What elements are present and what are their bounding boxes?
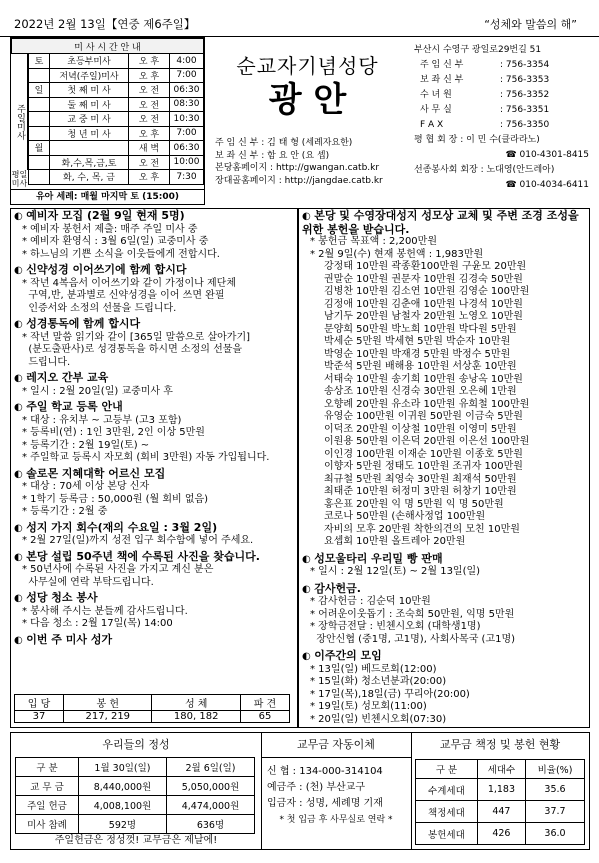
stats-table	[415, 759, 585, 845]
donor-line: 박준석 5만원 배해용 10만원 서상훈 10만원	[324, 361, 517, 372]
bullet-icon: ◐	[14, 211, 27, 222]
auto-holder: 예금주 : (천) 부산교구	[267, 782, 365, 793]
meetings-title: 이주간의 모임	[314, 649, 382, 662]
finance-cell: 4,008,100원	[78, 796, 166, 815]
contact-line	[414, 88, 589, 103]
meeting-line: * 13일(일) 베드로회(12:00)	[310, 663, 437, 675]
hymn-table	[14, 694, 290, 723]
mass-time: 7:30	[170, 170, 204, 185]
mass-name: 저녁(주일)미사	[50, 68, 129, 83]
notice-title-text: 성당 청소 봉사	[26, 591, 98, 604]
stats-header: 세대수	[477, 760, 525, 779]
stats-cell: 426	[477, 823, 525, 845]
mass-period: 오 후	[129, 54, 170, 69]
auto-note: * 첫 입금 후 사무실로 연락 *	[279, 815, 393, 825]
homepage-link[interactable]: http://gwangan.catb.kr	[275, 163, 380, 173]
finance-header: 구 분	[16, 758, 79, 777]
finance-header: 2월 6일(일)	[166, 758, 254, 777]
notice-title-text: 솔로몬 지혜대학 어르신 모집	[26, 466, 166, 480]
hymn-header: 봉 헌	[64, 695, 152, 711]
contact-line	[414, 58, 589, 73]
notice-line: * 봉사해 주시는 분들께 감사드립니다.	[22, 605, 188, 617]
bread-title: 성모울타리 우리밀 빵 판매	[314, 551, 443, 565]
notice-section	[14, 634, 296, 648]
auto-memo: 입금자 : 성명, 세례명 기재	[267, 798, 383, 809]
donation-current: * 2월 9일(수) 현재 봉헌액 : 1,983만원	[310, 248, 484, 260]
notice-section	[14, 264, 296, 315]
mass-name: 화, 수, 목, 금	[50, 170, 129, 185]
finance-title: 우리들의 정성	[102, 738, 170, 751]
right-notices: ◐ 본당 및 수영장대성지 성모상 교체 및 주변 조경 조성을 위한 봉헌을 받습니다. * 봉헌금 목표액 : 2,200만원 * 2월 9일(수) 현재 봉헌액 : 1,983만원 강정태 10만원 곽종환100만원 구윤모 20만원 권말순 10만원 권문자 10만원 김경숙 50만원 김병찬 10만원 김소연 10만원 김영순 100만원 김정애 10만원 김춘애 10만원 나경석 10만원 남기두 20만원 남철자 20만원 노영오 10만원 문양희 50만원 박노희 10만원 박다원 5만원 박세순 5만원 박세현 5만원 박순자 10만원 박영순 10만원 박재경 5만원 박정수 5만원 박준석 5만원 배해용 10만원 서상훈 10만원 서태숙 10만원 송기희 10만원 송낭옥 10만원 송상조 10만원 신경숙 30만원 오은혜 1만원 오향례 20만원 유소라 10만원 유희철 100만원 유영순 100만원 이귀원 50만원 이금숙 5만원 이덕조 20만원 이상철 10만원 이영미 5만원 이원용 50만원 이은덕 20만원 이은선 100만원 이인경 100만원 이재순 10만원 이종호 5만원 이향자 5만원 정태도 10만원 조귀자 100만원 최규철 5만원 최영숙 30만원 최재석 50만원 최태준 10만원 허정미 3만원 허창기 10만원 홍은표 20만원 익 명 5만원 익 명 50만원 코로나 50만원 (손해사정업 100만원 자비의 모후 20만원 착한의견의 모친 10만원 요셉회 10만원 올트레아 20만원 ◐ 성모울타리 우리밀 빵 판매 * 일시 : 2월 12일(토) ~ 2월 13일(일) ◐ 감사헌금. * 감사헌금 : 김순덕 10만원 * 어려운이웃돕기 : 조숙희 50만원, 익명 5만원 * 장학금전달 : 빈첸시오회 (대학생1명) 장안신협 (중1명, 고1명), 사회사목국 (고1명) ◐ 이주간의 모임 * 13일(일) 베드로회(12:00) * 15일(화) 청소년분과(20:00) * 17일(목),18일(금) 꾸리아(20:00) * 19일(토) 성모회(11:00) * 20일(일) 빈첸시오회(07:30)	[302, 210, 588, 726]
church-name: 광 안	[268, 80, 347, 120]
mass-time: 06:30	[170, 83, 204, 98]
notice-line: (분도출판사)로 성경통독을 하시면 소정의 선물을	[22, 344, 243, 355]
notice-line: * 등록기간 : 2월 중	[22, 506, 108, 517]
mass-day	[29, 126, 50, 141]
bullet-icon: ◐	[14, 522, 27, 534]
contact-number: : 756-3353	[500, 75, 550, 85]
donor-line: 홍은표 20만원 익 명 5만원 익 명 50만원	[324, 498, 504, 510]
bullet-icon: ◐	[14, 265, 27, 276]
donor-line: 자비의 모후 20만원 착한의견의 모친 10만원	[324, 523, 520, 535]
mass-time: 06:30	[170, 141, 204, 156]
notice-title	[14, 522, 296, 536]
bullet-icon: ◐	[14, 402, 27, 413]
assistant-label: 보 좌 신 부 :	[215, 150, 265, 161]
donor-line: 김병찬 10만원 김소연 10만원 김영순 100만원	[324, 286, 530, 297]
mass-period: 오 후	[129, 68, 170, 83]
mass-time: 10:00	[170, 155, 204, 170]
notice-title-text: 레지오 간부 교육	[26, 371, 109, 384]
stats-cell: 36.0	[526, 823, 585, 845]
contact-number: : 756-3352	[500, 90, 550, 100]
mass-period: 새 벽	[129, 141, 170, 156]
mass-row	[29, 83, 204, 98]
notice-title	[14, 372, 296, 386]
left-notices	[14, 210, 296, 650]
mass-period: 오 전	[129, 112, 170, 127]
notice-title-text: 주일 학교 등록 안내	[26, 400, 123, 413]
donor-line: 코로나 50만원 (손해사정업 100만원	[324, 511, 486, 522]
mass-row	[29, 112, 204, 127]
church-subtitle: 순교자기념성당	[236, 54, 379, 78]
donor-line: 송상조 10만원 신경숙 30만원 오은혜 1만원	[324, 386, 517, 397]
contact-line	[414, 103, 589, 118]
stats-row	[416, 801, 585, 823]
finance-cell: 교 무 금	[16, 777, 79, 796]
header	[0, 0, 599, 37]
president: 평 협 회 장 : 이 민 수(클라라노)	[414, 135, 540, 145]
hymn-header: 성 체	[152, 695, 240, 711]
stats-title: 교무금 책정 및 봉헌 현황	[439, 738, 561, 751]
notice-section	[14, 318, 296, 369]
address: 부산시 수영구 광일로29번길 51	[414, 45, 542, 55]
donor-line: 문양희 50만원 박노희 10만원 박다원 5만원	[324, 323, 517, 335]
funeral-phone: ☎ 010-4034-6411	[505, 180, 589, 190]
church-info	[215, 137, 383, 187]
notice-line: * 대상 : 유치부 ~ 고등부 (고3 포함)	[22, 414, 182, 426]
stats-cell: 1,183	[477, 779, 525, 801]
notice-line: 구역,반, 분과별로 신약성경을 이어 쓰면 완필	[22, 290, 225, 301]
notice-title-text: 이번 주 미사 성가	[26, 632, 113, 646]
bullet-icon: ◐	[14, 634, 27, 646]
finance-cell: 8,440,000원	[78, 777, 166, 796]
contact-label: 사 무 실	[420, 105, 452, 115]
mass-day	[29, 155, 50, 170]
thanks-title: 감사헌금.	[314, 581, 361, 595]
notice-line: * 1학기 등록금 : 50,000원 (월 회비 없음)	[22, 493, 209, 505]
mass-time: 4:00	[170, 54, 204, 69]
mass-period: 오 후	[129, 170, 170, 185]
mass-day: 월	[29, 141, 50, 156]
church-title	[205, 50, 410, 121]
mass-title: 미 사 시 간 안 내	[12, 39, 204, 54]
stats-cell: 37.7	[526, 801, 585, 823]
finance-row	[16, 777, 255, 796]
contact-number: : 756-3350	[500, 120, 550, 130]
pastor: 김 태 형 (세례자요한)	[267, 138, 353, 148]
mass-name	[50, 141, 129, 156]
notice-title	[14, 551, 296, 565]
hymn-number: 180, 182	[152, 711, 240, 723]
mass-name: 초등부미사	[50, 54, 129, 69]
notice-title-text: 성경통독에 함께 합시다	[26, 317, 141, 330]
notice-line: * 등록기간 : 2월 19일(토) ~	[22, 439, 150, 451]
donor-line: 강정태 10만원 곽종환100만원 구윤모 20만원	[324, 261, 527, 272]
stats-cell: 447	[477, 801, 525, 823]
mass-rows	[28, 53, 204, 185]
notice-line: * 하느님의 기쁜 소식을 이웃들에게 전합시다.	[22, 248, 220, 260]
bullet-icon: ◐	[14, 468, 27, 480]
meeting-line: * 20일(일) 빈첸시오회(07:30)	[310, 713, 447, 725]
mass-time: 7:00	[170, 68, 204, 83]
contact-line	[414, 118, 589, 133]
auto-bank: 신 협 : 134-000-314104	[267, 766, 383, 777]
notice-line: * 다음 청소 : 2월 17일(목) 14:00	[22, 618, 173, 629]
notice-title	[14, 468, 296, 482]
hymn-header: 입 당	[15, 695, 64, 711]
donor-line: 이원용 50만원 이은덕 20만원 이은선 100만원	[324, 436, 530, 447]
bottom-panel	[10, 732, 590, 850]
mass-day: 일	[29, 83, 50, 98]
notice-line: * 작년 말씀 읽기와 같이 [365일 말씀으로 살아가기]	[22, 331, 251, 343]
notice-title	[14, 634, 296, 648]
notice-line: * 주일학교 등록시 자모회 (회비 3만원) 자동 가입됩니다.	[22, 452, 270, 463]
donor-line: 서태숙 10만원 송기희 10만원 송낭옥 10만원	[324, 373, 523, 385]
infant-baptism: 유아 세례: 매월 마지막 토 (15:00)	[11, 189, 204, 204]
finance-cell: 4,474,000원	[166, 796, 254, 815]
notice-title	[14, 210, 296, 224]
stats-row	[416, 823, 585, 845]
notice-line: * 등록비(연) : 1인 3만원, 2인 이상 5만원	[22, 427, 205, 438]
donor-line: 이덕조 20만원 이상철 10만원 이영미 5만원	[324, 423, 517, 435]
bread-date: * 일시 : 2월 12일(토) ~ 2월 13일(일)	[310, 566, 481, 577]
hymn-number: 217, 219	[64, 711, 152, 723]
bullet-icon: ◐	[14, 319, 27, 330]
notice-section	[14, 401, 296, 465]
contact-label: F A X	[420, 120, 444, 130]
finance-cell: 592명	[78, 815, 166, 834]
mass-day	[29, 170, 50, 185]
bullet-icon: ◐	[14, 373, 27, 384]
thanks-line: 장안신협 (중1명, 고1명), 사회사목국 (고1명)	[310, 633, 516, 645]
notice-section	[14, 372, 296, 398]
finance-note: 주일헌금은 정성껏! 교무금은 제날에!	[54, 835, 218, 846]
mass-time: 08:30	[170, 97, 204, 112]
mass-name: 둘 째 미 사	[50, 97, 129, 112]
stats-row	[416, 779, 585, 801]
finance-header: 1월 30일(일)	[78, 758, 166, 777]
bullet-icon: ◐	[14, 593, 27, 604]
auto-title: 교무금 자동이체	[261, 733, 411, 758]
mass-day	[29, 97, 50, 112]
mass-period: 오 후	[129, 126, 170, 141]
donor-line: 박세순 5만원 박세현 5만원 박순자 10만원	[324, 336, 511, 347]
stats-header: 비율(%)	[526, 760, 585, 779]
notice-title-text: 본당 설립 50주년 책에 수록된 사진을 찾습니다.	[26, 549, 260, 563]
notice-title-text: 예비자 모집 (2월 9일 현재 5명)	[26, 209, 185, 222]
donor-line: 요셉회 10만원 올트레아 20만원	[324, 536, 466, 547]
donor-line: 이향자 5만원 정태도 10만원 조귀자 100만원	[324, 461, 523, 472]
mass-row	[29, 68, 204, 83]
notice-section	[14, 210, 296, 261]
meeting-line: * 15일(화) 청소년분과(20:00)	[310, 676, 447, 687]
notice-section	[14, 551, 296, 590]
notice-section	[14, 468, 296, 519]
notice-title	[14, 592, 296, 606]
mass-name: 첫 째 미 사	[50, 83, 129, 98]
president-phone: ☎ 010-4301-8415	[505, 150, 589, 160]
jangdae-label: 장대골홈페이지 :	[215, 175, 282, 186]
pastor-label: 주 임 신 부 :	[215, 138, 265, 148]
notice-line: 사무실에 연락 부탁드립니다.	[22, 576, 154, 588]
stats-header: 구 분	[416, 760, 478, 779]
mass-name: 화,수,목,금,토	[50, 155, 129, 170]
donor-list	[302, 261, 588, 549]
mass-name: 청 년 미 사	[50, 126, 129, 141]
finance-cell: 주일 헌금	[16, 796, 79, 815]
stats-cell: 수계세대	[416, 779, 478, 801]
donor-line: 오향례 20만원 유소라 10만원 유희철 100만원	[324, 398, 530, 410]
notice-title	[14, 401, 296, 415]
finance-table	[15, 757, 255, 834]
donor-line: 이인경 100만원 이재순 10만원 이종호 5만원	[324, 448, 523, 460]
hymn-number: 37	[15, 711, 64, 723]
contact-label: 주 임 신 부	[420, 60, 464, 70]
homepage-label: 본당홈페이지 :	[215, 163, 274, 173]
donation-title: 본당 및 수영장대성지 성모상 교체 및 주변 조경 조성을 위한 봉헌을 받습니다.	[302, 209, 579, 236]
mass-period: 오 전	[129, 97, 170, 112]
notice-section	[14, 592, 296, 631]
notice-line: 드립니다.	[22, 356, 71, 368]
stats-cell: 봉헌세대	[416, 823, 478, 845]
notice-title	[14, 318, 296, 332]
notice-title-text: 성지 가지 회수(재의 수요일 : 3월 2일)	[26, 520, 218, 534]
thanks-line: * 어려운이웃돕기 : 조숙희 50만원, 익명 5만원	[310, 608, 515, 620]
mass-row	[29, 126, 204, 141]
mass-row	[29, 141, 204, 156]
notice-title-text: 신약성경 이어쓰기에 함께 합시다	[26, 263, 187, 276]
jangdae-link[interactable]: http://jangdae.catb.kr	[284, 175, 383, 186]
meeting-line: * 19일(토) 성모회(11:00)	[310, 701, 427, 712]
mass-period: 오 전	[129, 155, 170, 170]
mass-row	[29, 170, 204, 185]
mass-name: 교 중 미 사	[50, 112, 129, 127]
stats-cell: 책정세대	[416, 801, 478, 823]
funeral-president: 선종봉사회 회장 : 노대영(안드레아)	[414, 165, 555, 175]
year-motto: “성체와 말씀의 해”	[484, 18, 577, 31]
assistant: 함 요 안 (요 셉)	[267, 150, 330, 161]
mass-period: 오 전	[129, 83, 170, 98]
donor-line: 남기두 20만원 남철자 20만원 노영오 10만원	[324, 311, 523, 322]
contact-label: 보 좌 신 부	[420, 75, 464, 85]
finance-row	[16, 796, 255, 815]
issue-date: 2022년 2월 13일【연중 제6주일】	[14, 17, 196, 31]
notice-line: * 대상 : 70세 이상 본당 신자	[22, 481, 150, 492]
mass-time: 7:00	[170, 126, 204, 141]
donor-line: 최태준 10만원 허정미 3만원 허창기 10만원	[324, 486, 517, 497]
hymn-header: 파 견	[240, 695, 289, 711]
contact-line	[414, 73, 589, 88]
donor-line: 유영순 100만원 이귀원 50만원 이금숙 5만원	[324, 411, 523, 422]
weekday-label: 평일미사	[11, 170, 28, 188]
notice-line: * 일시 : 2월 20일(일) 교중미사 후	[22, 385, 173, 397]
notice-line: * 예비자 환영식 : 3월 6일(일) 교중미사 중	[22, 236, 209, 247]
notice-section	[14, 522, 296, 548]
stats-cell: 35.6	[526, 779, 585, 801]
notice-line: * 50년사에 수록된 사진을 가지고 계신 분은	[22, 564, 214, 575]
notice-title	[14, 264, 296, 278]
mass-time: 10:30	[170, 112, 204, 127]
finance-cell: 미사 참례	[16, 815, 79, 834]
donor-line: 박영순 10만원 박재경 5만원 박정수 5만원	[324, 348, 511, 360]
donor-line: 김정애 10만원 김춘애 10만원 나경석 10만원	[324, 298, 523, 310]
mass-day	[29, 112, 50, 127]
contact-number: : 756-3351	[500, 105, 550, 115]
notice-line: * 예비자 봉헌서 제출: 매주 주일 미사 중	[22, 223, 198, 235]
notice-line: * 작년 4복음서 이어쓰기와 같이 가정이나 제단체	[22, 277, 236, 289]
mass-row	[29, 155, 204, 170]
hymn-number: 65	[240, 711, 289, 723]
contact-info	[414, 43, 589, 193]
notice-line: 인증서와 소정의 선물을 드립니다.	[22, 302, 177, 314]
mass-day	[29, 68, 50, 83]
meeting-line: * 17일(목),18일(금) 꾸리아(20:00)	[310, 688, 470, 700]
finance-cell: 5,050,000원	[166, 777, 254, 796]
contact-label: 수 녀 원	[420, 90, 452, 100]
mass-row	[29, 54, 204, 69]
mass-schedule	[10, 37, 205, 205]
mass-day: 토	[29, 54, 50, 69]
thanks-line: * 감사헌금 : 김순덕 10만원	[310, 596, 431, 607]
donor-line: 최규철 5만원 최영숙 30만원 최재석 50만원	[324, 473, 517, 485]
finance-cell: 636명	[166, 815, 254, 834]
thanks-line: * 장학금전달 : 빈첸시오회 (대학생1명)	[310, 621, 481, 632]
bullet-icon: ◐	[14, 551, 27, 563]
sunday-label: 주일미사	[11, 53, 28, 170]
mass-row	[29, 97, 204, 112]
donation-goal: * 봉헌금 목표액 : 2,200만원	[310, 236, 437, 247]
donor-line: 권말순 10만원 권문자 10만원 김경숙 50만원	[324, 273, 523, 285]
notice-line: * 2월 27일(일)까지 성전 입구 회수함에 넣어 주세요.	[22, 535, 254, 546]
contact-number: : 756-3354	[500, 60, 550, 70]
